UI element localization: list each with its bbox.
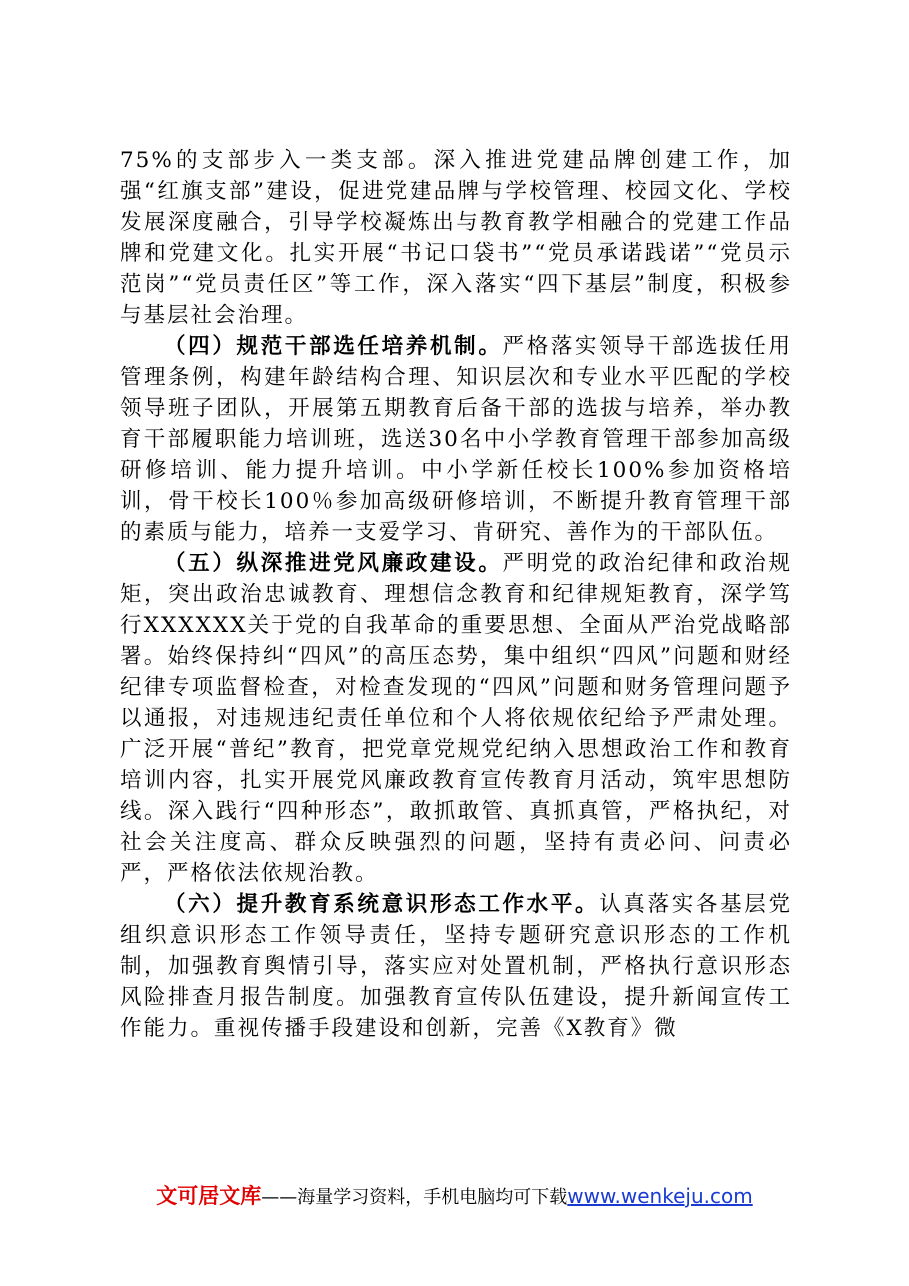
paragraph-1 — [120, 145, 792, 331]
footer-dash: —— — [261, 1187, 298, 1208]
paragraph-1-text: 75%的支部步入一类支部。深入推进党建品牌创建工作，加强“红旗支部”建设，促进党建品牌与学校管理、校园文化、学校发展深度融合，引导学校凝炼出与教育教学相融合的党建工作品牌和党建文化。扎实开展“书记口袋书”“党员承诺践诺”“党员示范岗”“党员责任区”等工作，深入落实“四下基层”制度，积极参与基层社会治理。 — [120, 148, 792, 328]
footer-url-link[interactable]: www.wenkeju.com — [567, 1184, 753, 1208]
document-body — [120, 145, 792, 1044]
page-footer — [0, 1180, 909, 1210]
footer-tagline: 海量学习资料，手机电脑均可下载 — [297, 1187, 568, 1208]
footer-brand: 文可居文库 — [156, 1184, 262, 1208]
paragraph-3 — [120, 548, 792, 889]
paragraph-4 — [120, 889, 792, 1044]
paragraph-4-text: 认真落实各基层党组织意识形态工作领导责任，坚持专题研究意识形态的工作机制，加强教育舆情引导，落实应对处置机制，严格执行意识形态风险排查月报告制度。加强教育宣传队伍建设，提升新闻宣传工作能力。重视传播手段建设和创新，完善《X教育》微 — [120, 892, 792, 1041]
paragraph-3-text: 严明党的政治纪律和政治规矩，突出政治忠诚教育、理想信念教育和纪律规矩教育，深学笃行XXXXXX关于党的自我革命的重要思想、全面从严治党战略部署。始终保持纠“四风”的高压态势，集中组织“四风”问题和财经纪律专项监督检查，对检查发现的“四风”问题和财务管理问题予以通报，对违规违纪责任单位和个人将依规依纪给予严肃处理。广泛开展“普纪”教育，把党章党规党纪纳入思想政治工作和教育培训内容，扎实开展党风廉政教育宣传教育月活动，筑牢思想防线。深入践行“四种形态”，敢抓敢管、真抓真管，严格执纪，对社会关注度高、群众反映强烈的问题，坚持有责必问、问责必严，严格依法依规治教。 — [120, 551, 792, 886]
paragraph-2-heading: （四）规范干部选任培养机制。 — [164, 334, 503, 359]
paragraph-2-text: 严格落实领导干部选拔任用管理条例，构建年龄结构合理、知识层次和专业水平匹配的学校领导班子团队，开展第五期教育后备干部的选拔与培养，举办教育干部履职能力培训班，选送30名中小学教育管理干部参加高级研修培训、能力提升培训。中小学新任校长100%参加资格培训，骨干校长100％参加高级研修培训，不断提升教育管理干部的素质与能力，培养一支爱学习、肯研究、善作为的干部队伍。 — [120, 334, 792, 545]
paragraph-4-heading: （六）提升教育系统意识形态工作水平。 — [164, 892, 600, 917]
paragraph-2 — [120, 331, 792, 548]
paragraph-3-heading: （五）纵深推进党风廉政建设。 — [164, 551, 503, 576]
